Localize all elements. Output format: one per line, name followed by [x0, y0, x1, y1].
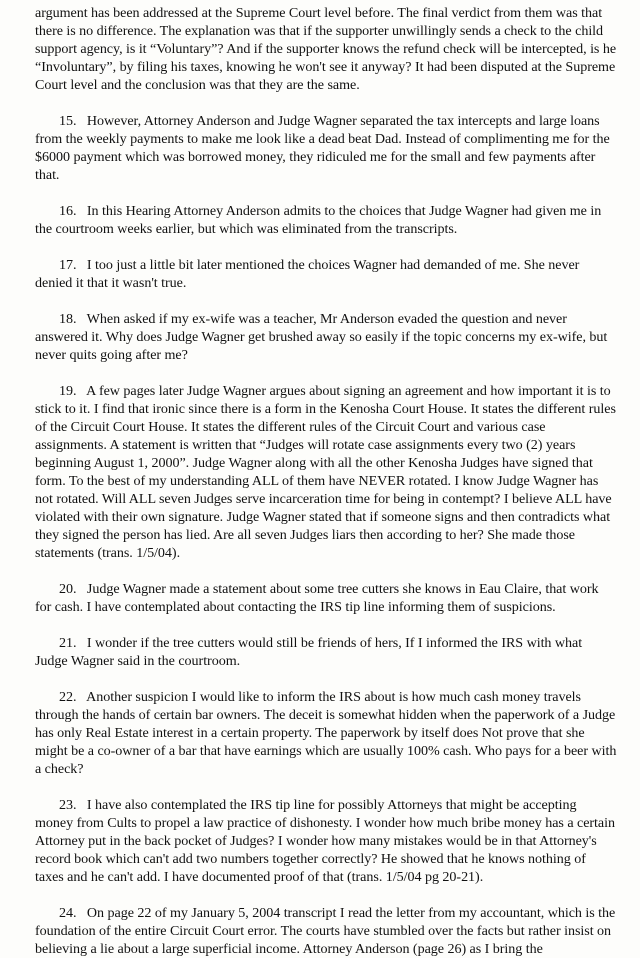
- paragraph-18: [35, 310, 618, 364]
- paragraph-24: [35, 904, 618, 958]
- paragraph-23: [35, 796, 618, 886]
- paragraph-number: 22.: [59, 689, 77, 705]
- paragraph-text: On page 22 of my January 5, 2004 transcript I read the letter from my accountant, which is the foundation of the entire Circuit Court error. The courts have stumbled over the facts but rather insist on believing a lie about a large superficial income. Attorney Anderson (page 26) as I bring the: [35, 905, 616, 957]
- paragraph-20: [35, 580, 618, 616]
- paragraph-22: [35, 688, 618, 778]
- paragraph-number: 21.: [59, 635, 77, 651]
- paragraph-number: 17.: [59, 257, 77, 273]
- paragraph-15: [35, 112, 618, 184]
- paragraph-continued: [35, 4, 618, 94]
- paragraph-number: 23.: [59, 797, 77, 813]
- paragraph-number: 20.: [59, 581, 77, 597]
- paragraph-text: Judge Wagner made a statement about some tree cutters she knows in Eau Claire, that work for cash. I have contemplated about contacting the IRS tip line informing them of suspicions.: [35, 581, 599, 615]
- paragraph-text: I have also contemplated the IRS tip line for possibly Attorneys that might be accepting money from Cults to propel a law practice of dishonesty. I wonder how much bribe money has a certain Attorney put in the back pocket of Judges? I wonder how many mistakes would be in that Attorney's record book which can't add two numbers together correctly? He showed that he knows nothing of taxes and he can't add. I have documented proof of that (trans. 1/5/04 pg 20-21).: [35, 797, 615, 885]
- paragraph-21: [35, 634, 618, 670]
- paragraph-text: In this Hearing Attorney Anderson admits to the choices that Judge Wagner had given me in the courtroom weeks earlier, but which was eliminated from the transcripts.: [35, 203, 602, 237]
- paragraph-text: I too just a little bit later mentioned the choices Wagner had demanded of me. She never denied it that it wasn't true.: [35, 257, 580, 291]
- paragraph-19: [35, 382, 618, 562]
- paragraph-number: 24.: [59, 905, 77, 921]
- paragraph-text: argument has been addressed at the Supreme Court level before. The final verdict from them was that there is no difference. The explanation was that if the supporter unwillingly sends a check to the child support agency, is it “Voluntary”? And if the supporter knows the refund check will be intercepted, is he “Involuntary”, by filing his taxes, knowing he won't see it anyway? It had been disputed at the Supreme Court level and the conclusion was that they are the same.: [35, 5, 617, 93]
- paragraph-text: A few pages later Judge Wagner argues about signing an agreement and how important it is to stick to it. I find that ironic since there is a form in the Kenosha Court House. It states the different rules of the Circuit Court House. It states the different rules of the Circuit Court and various case assignments. A statement is written that “Judges will rotate case assignments every two (2) years beginning August 1, 2000”. Judge Wagner along with all the other Kenosha Judges have signed that form. To the best of my understanding ALL of them have NEVER rotated. I know Judge Wagner has not rotated. Will ALL seven Judges serve incarceration time for being in contempt? I believe ALL have violated with their own signature. Judge Wagner stated that if someone signs and then contradicts what they signed the person has lied. Are all seven Judges liars then according to her? She made those statements (trans. 1/5/04).: [35, 383, 616, 561]
- paragraph-text: I wonder if the tree cutters would still be friends of hers, If I informed the IRS with what Judge Wagner said in the courtroom.: [35, 635, 583, 669]
- paragraph-text: Another suspicion I would like to inform the IRS about is how much cash money travels through the hands of certain bar owners. The deceit is somewhat hidden when the paperwork of a Judge has only Real Estate interest in a certain property. The paperwork by itself does Not prove that she might be a co-owner of a bar that have earnings which are usually 100% cash. Who pays for a beer with a check?: [35, 689, 617, 777]
- paragraph-17: [35, 256, 618, 292]
- paragraph-text: When asked if my ex-wife was a teacher, Mr Anderson evaded the question and never answered it. Why does Judge Wagner get brushed away so easily if the topic concerns my ex-wife, but never quits going after me?: [35, 311, 608, 363]
- paragraph-number: 15.: [59, 113, 77, 129]
- paragraph-number: 16.: [59, 203, 77, 219]
- paragraph-16: [35, 202, 618, 238]
- paragraph-text: However, Attorney Anderson and Judge Wagner separated the tax intercepts and large loans from the weekly payments to make me look like a dead beat Dad. Instead of complimenting me for the $6000 payment which was borrowed money, they ridiculed me for the small and few payments after that.: [35, 113, 610, 183]
- paragraph-number: 19.: [59, 383, 77, 399]
- paragraph-number: 18.: [59, 311, 77, 327]
